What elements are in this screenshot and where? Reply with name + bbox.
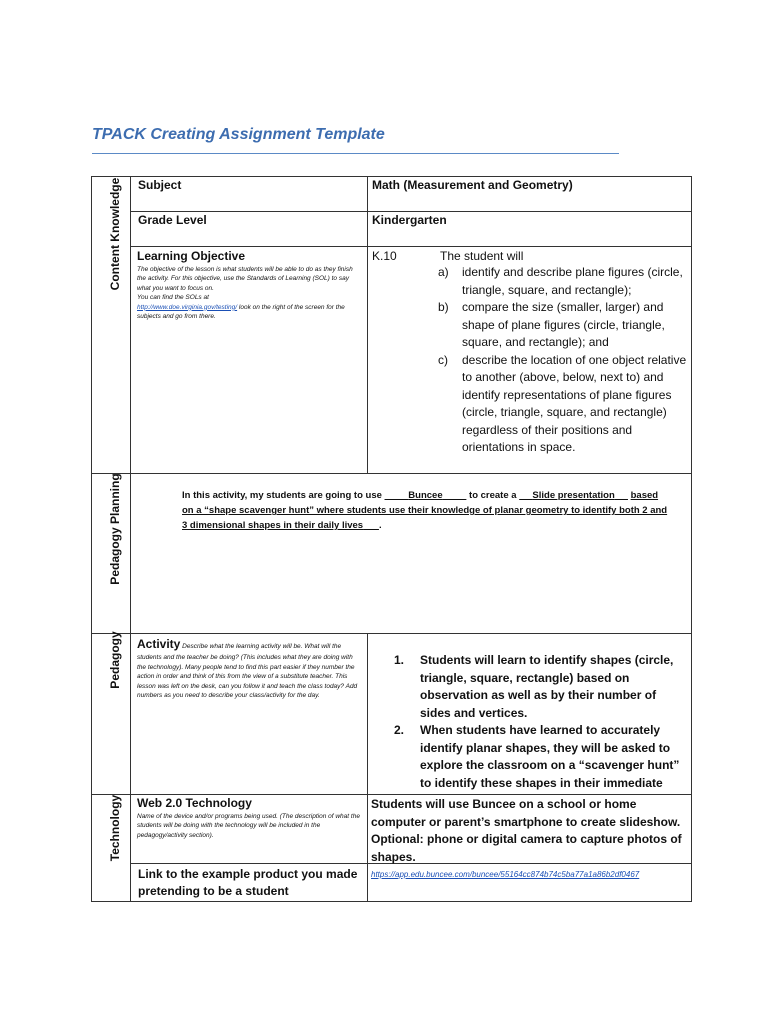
planning-tool: Buncee bbox=[408, 490, 443, 501]
learning-objective-label-cell bbox=[137, 249, 363, 322]
value-column-divider-top bbox=[367, 176, 368, 473]
row-divider bbox=[130, 211, 692, 212]
section-label-pedagogy-planning: Pedagogy Planning bbox=[108, 473, 122, 585]
activity-note: Describe what the learning activity will be. What will the students and the teacher be doing? (This includes what they are doing with the technology). Many people tend to find this part easier if they number the action in order and think of this from the view of a substitute teacher. This lesson was left on the desk, can you follow it and teach the class today? Add numbers as you need to describe your class/activity for the day. bbox=[137, 643, 358, 700]
list-item bbox=[438, 352, 688, 457]
sol-hint-text: look on the right of the screen for the subjects and go from there. bbox=[137, 303, 345, 321]
section-label-technology: Technology bbox=[108, 794, 122, 862]
value-column-divider-bottom bbox=[367, 633, 368, 902]
learning-objective-note bbox=[137, 265, 363, 322]
list-item bbox=[438, 264, 688, 299]
objective-text: compare the size (smaller, larger) and shape of plane figures (circle, triangle, square, and rectangle); and bbox=[462, 300, 665, 349]
activity-label: Activity bbox=[137, 637, 181, 651]
list-item bbox=[438, 299, 688, 352]
list-item bbox=[394, 722, 684, 792]
learning-objective-note-text: The objective of the lesson is what students will be able to do as they finish the activity. For this objective, use the Standards of Learning (SOL) to say what you want to focus on. bbox=[137, 266, 353, 292]
example-link-label: Link to the example product you made pretending to be a student bbox=[138, 867, 358, 898]
activity-steps-clip bbox=[372, 650, 688, 792]
web20-value: Students will use Buncee on a school or home computer or parent’s smartphone to create slideshow. Optional: phone or digital camera to capture photos of shapes. bbox=[371, 797, 682, 864]
web20-note: Name of the device and/or programs being used. (The description of what the students will be doing with the technology will be included in the pedagogy/activity section). bbox=[137, 813, 360, 839]
planning-statement: In this activity, my students are going to use Buncee to create a Slide presentation based on a “shape scavenger hunt” where students use their knowledge of planar geometry to identify both 2 and 3 dimensional shapes in their daily lives . bbox=[182, 490, 668, 531]
planning-text-mid: to create a bbox=[469, 490, 517, 501]
objective-list bbox=[438, 264, 688, 457]
section-divider bbox=[91, 794, 692, 795]
web20-label-cell bbox=[137, 796, 363, 840]
sol-location-text: You can find the SOLs at bbox=[137, 294, 209, 302]
activity-steps bbox=[394, 652, 684, 792]
planning-product: Slide presentation bbox=[532, 490, 615, 501]
example-link-cell bbox=[371, 866, 687, 880]
section-label-pedagogy: Pedagogy bbox=[108, 631, 122, 689]
list-item bbox=[394, 652, 684, 722]
title-underline bbox=[92, 153, 619, 154]
grade-level-value: Kindergarten bbox=[372, 213, 447, 227]
step-number: 1. bbox=[394, 653, 405, 667]
step-text: When students have learned to accurately identify planar shapes, they will be asked to explore the classroom on a “scavenger hunt” to identify these shapes in their immediate bbox=[420, 723, 680, 790]
example-product-link[interactable]: https://app.edu.buncee.com/buncee/55164cc874b74c5ba77a1a86b2df0467 bbox=[371, 870, 640, 879]
objective-letter: a) bbox=[438, 265, 449, 279]
row-divider bbox=[130, 246, 692, 247]
learning-objective-label: Learning Objective bbox=[137, 249, 246, 263]
activity-label-cell bbox=[137, 636, 363, 701]
web20-label: Web 2.0 Technology bbox=[137, 796, 252, 810]
step-text: Students will learn to identify shapes (circle, triangle, square, rectangle) based on observation as well as by their number of sides and vertices. bbox=[420, 653, 674, 720]
step-number: 2. bbox=[394, 723, 405, 737]
objective-letter: b) bbox=[438, 300, 449, 314]
section-label-content-knowledge: Content Knowledge bbox=[108, 177, 122, 291]
activity-note-block bbox=[137, 636, 363, 701]
grade-level-label: Grade Level bbox=[138, 213, 207, 227]
standard-intro: The student will bbox=[440, 249, 524, 263]
objective-letter: c) bbox=[438, 352, 448, 367]
section-divider bbox=[91, 473, 692, 474]
planning-tool-blank bbox=[385, 490, 467, 501]
page-title: TPACK Creating Assignment Template bbox=[92, 126, 385, 143]
sol-link[interactable]: http://www.doe.virginia.gov/testing/ bbox=[137, 303, 238, 311]
objective-text: identify and describe plane figures (circle, triangle, square, and rectangle); bbox=[462, 265, 683, 297]
subject-value: Math (Measurement and Geometry) bbox=[372, 178, 573, 192]
standard-code: K.10 bbox=[372, 249, 397, 263]
subject-label: Subject bbox=[138, 178, 182, 192]
section-divider bbox=[91, 633, 692, 634]
planning-product-blank bbox=[519, 490, 628, 501]
objective-text: describe the location of one object relative to another (above, below, next to) and identify representations of plane figures (circle, triangle, square, and rectangle) regardless of their positions and orientations in space. bbox=[462, 352, 687, 454]
planning-text-intro: In this activity, my students are going to use bbox=[182, 490, 382, 501]
planning-text-end: based on a “shape scavenger hunt” where students use their knowledge of planar geometry to identify both 2 and 3 dimensional shapes in their daily lives bbox=[182, 490, 668, 531]
